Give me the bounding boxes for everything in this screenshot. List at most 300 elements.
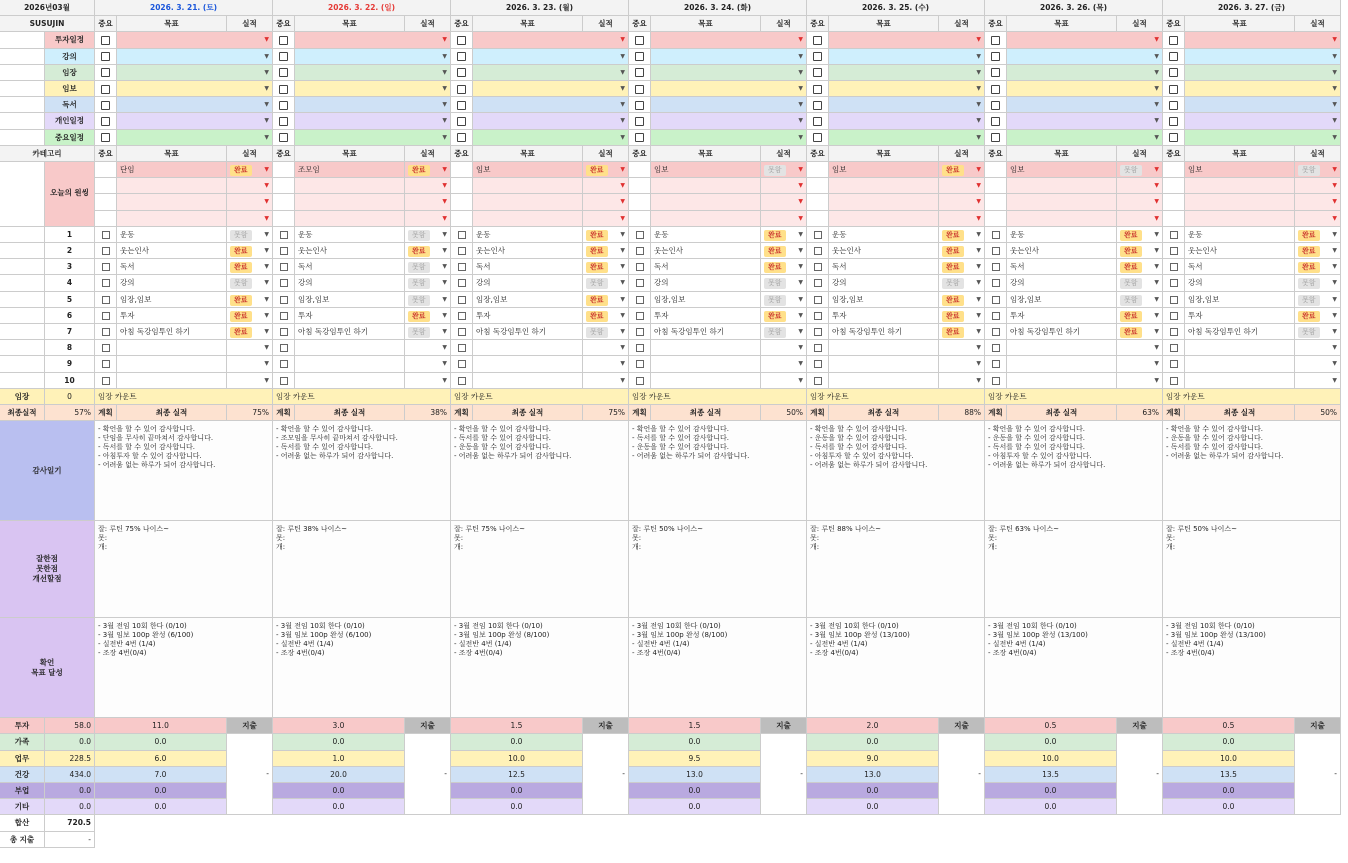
importance-checkbox[interactable] bbox=[813, 68, 822, 77]
dropdown-arrow-icon[interactable]: ▼ bbox=[1154, 36, 1159, 44]
category-goal-cell[interactable] bbox=[1007, 49, 1163, 65]
importance-checkbox[interactable] bbox=[1170, 263, 1178, 271]
wish-result-cell[interactable] bbox=[761, 178, 807, 194]
routine-check-cell[interactable] bbox=[451, 275, 473, 291]
dropdown-arrow-icon[interactable]: ▼ bbox=[798, 360, 803, 368]
dropdown-arrow-icon[interactable]: ▼ bbox=[442, 68, 447, 76]
wish-goal-cell[interactable] bbox=[473, 178, 583, 194]
category-check-cell[interactable] bbox=[451, 97, 473, 113]
dropdown-arrow-icon[interactable]: ▼ bbox=[442, 133, 447, 141]
routine-result-cell[interactable] bbox=[1117, 227, 1163, 243]
wish-result-cell[interactable] bbox=[227, 211, 273, 227]
importance-checkbox[interactable] bbox=[1169, 68, 1178, 77]
routine-goal-cell[interactable] bbox=[117, 373, 227, 389]
dropdown-arrow-icon[interactable]: ▼ bbox=[798, 36, 803, 44]
importance-checkbox[interactable] bbox=[458, 231, 466, 239]
wish-result-cell[interactable] bbox=[1295, 178, 1341, 194]
dropdown-arrow-icon[interactable]: ▼ bbox=[620, 360, 625, 368]
dropdown-arrow-icon[interactable]: ▼ bbox=[264, 52, 269, 60]
dropdown-arrow-icon[interactable]: ▼ bbox=[976, 36, 981, 44]
importance-checkbox[interactable] bbox=[991, 36, 1000, 45]
wish-result-cell[interactable] bbox=[761, 194, 807, 210]
importance-checkbox[interactable] bbox=[992, 279, 1000, 287]
importance-checkbox[interactable] bbox=[279, 133, 288, 142]
wish-goal-cell[interactable]: 임보 bbox=[651, 162, 761, 178]
routine-goal-cell[interactable]: 아침 독강임투인 하기 bbox=[1007, 324, 1117, 340]
importance-checkbox[interactable] bbox=[102, 377, 110, 385]
routine-check-cell[interactable] bbox=[1163, 373, 1185, 389]
dropdown-arrow-icon[interactable]: ▼ bbox=[442, 247, 447, 254]
importance-checkbox[interactable] bbox=[457, 101, 466, 110]
dropdown-arrow-icon[interactable]: ▼ bbox=[442, 85, 447, 92]
dropdown-arrow-icon[interactable]: ▼ bbox=[620, 230, 625, 238]
dropdown-arrow-icon[interactable]: ▼ bbox=[1154, 52, 1159, 60]
category-check-cell[interactable] bbox=[807, 130, 829, 146]
routine-goal-cell[interactable]: 웃는인사 bbox=[1007, 243, 1117, 259]
category-goal-cell[interactable] bbox=[829, 97, 985, 113]
wish-goal-cell[interactable] bbox=[829, 178, 939, 194]
routine-check-cell[interactable] bbox=[985, 340, 1007, 356]
importance-checkbox[interactable] bbox=[102, 344, 110, 352]
category-check-cell[interactable] bbox=[629, 49, 651, 65]
dropdown-arrow-icon[interactable]: ▼ bbox=[1154, 344, 1159, 352]
category-check-cell[interactable] bbox=[985, 65, 1007, 81]
routine-result-cell[interactable] bbox=[405, 340, 451, 356]
routine-result-cell[interactable] bbox=[761, 308, 807, 324]
wish-goal-cell[interactable] bbox=[1185, 211, 1295, 227]
category-check-cell[interactable] bbox=[95, 81, 117, 97]
wish-result-cell[interactable] bbox=[583, 194, 629, 210]
wish-importance-cell[interactable] bbox=[1163, 162, 1185, 178]
wish-result-cell[interactable] bbox=[405, 211, 451, 227]
routine-check-cell[interactable] bbox=[807, 259, 829, 275]
importance-checkbox[interactable] bbox=[280, 247, 288, 255]
note-cell[interactable] bbox=[807, 521, 985, 618]
dropdown-arrow-icon[interactable]: ▼ bbox=[442, 344, 447, 352]
importance-checkbox[interactable] bbox=[813, 133, 822, 142]
importance-checkbox[interactable] bbox=[280, 279, 288, 287]
dropdown-arrow-icon[interactable]: ▼ bbox=[798, 52, 803, 60]
dropdown-arrow-icon[interactable]: ▼ bbox=[1332, 68, 1337, 76]
dropdown-arrow-icon[interactable]: ▼ bbox=[1154, 166, 1159, 173]
routine-goal-cell[interactable]: 투자 bbox=[1007, 308, 1117, 324]
importance-checkbox[interactable] bbox=[102, 312, 110, 320]
note-cell[interactable] bbox=[451, 521, 629, 618]
importance-checkbox[interactable] bbox=[280, 263, 288, 271]
importance-checkbox[interactable] bbox=[458, 247, 466, 255]
dropdown-arrow-icon[interactable]: ▼ bbox=[442, 101, 447, 109]
wish-goal-cell[interactable]: 조모임 bbox=[295, 162, 405, 178]
dropdown-arrow-icon[interactable]: ▼ bbox=[1332, 263, 1337, 271]
routine-check-cell[interactable] bbox=[629, 340, 651, 356]
importance-checkbox[interactable] bbox=[635, 133, 644, 142]
importance-checkbox[interactable] bbox=[1170, 328, 1178, 336]
note-cell[interactable] bbox=[95, 421, 273, 521]
routine-goal-cell[interactable]: 운동 bbox=[473, 227, 583, 243]
category-check-cell[interactable] bbox=[629, 81, 651, 97]
wish-goal-cell[interactable] bbox=[295, 194, 405, 210]
wish-importance-cell[interactable] bbox=[451, 211, 473, 227]
dropdown-arrow-icon[interactable]: ▼ bbox=[442, 52, 447, 60]
importance-checkbox[interactable] bbox=[1169, 133, 1178, 142]
importance-checkbox[interactable] bbox=[1170, 377, 1178, 385]
importance-checkbox[interactable] bbox=[813, 85, 822, 94]
category-check-cell[interactable] bbox=[451, 81, 473, 97]
dropdown-arrow-icon[interactable]: ▼ bbox=[264, 295, 269, 303]
dropdown-arrow-icon[interactable]: ▼ bbox=[976, 166, 981, 173]
routine-goal-cell[interactable] bbox=[117, 356, 227, 372]
dropdown-arrow-icon[interactable]: ▼ bbox=[264, 263, 269, 271]
importance-checkbox[interactable] bbox=[279, 36, 288, 45]
category-goal-cell[interactable] bbox=[473, 130, 629, 146]
importance-checkbox[interactable] bbox=[1170, 344, 1178, 352]
dropdown-arrow-icon[interactable]: ▼ bbox=[442, 376, 447, 384]
category-check-cell[interactable] bbox=[807, 65, 829, 81]
dropdown-arrow-icon[interactable]: ▼ bbox=[264, 376, 269, 384]
category-goal-cell[interactable] bbox=[1007, 32, 1163, 48]
routine-result-cell[interactable] bbox=[1295, 259, 1341, 275]
category-goal-cell[interactable] bbox=[473, 49, 629, 65]
routine-goal-cell[interactable] bbox=[651, 373, 761, 389]
dropdown-arrow-icon[interactable]: ▼ bbox=[264, 344, 269, 352]
routine-goal-cell[interactable]: 강의 bbox=[1185, 275, 1295, 291]
importance-checkbox[interactable] bbox=[636, 328, 644, 336]
category-check-cell[interactable] bbox=[807, 32, 829, 48]
importance-checkbox[interactable] bbox=[814, 328, 822, 336]
category-check-cell[interactable] bbox=[95, 32, 117, 48]
dropdown-arrow-icon[interactable]: ▼ bbox=[798, 344, 803, 352]
routine-result-cell[interactable] bbox=[405, 324, 451, 340]
importance-checkbox[interactable] bbox=[102, 231, 110, 239]
category-goal-cell[interactable] bbox=[295, 81, 451, 97]
routine-goal-cell[interactable]: 웃는인사 bbox=[117, 243, 227, 259]
wish-result-cell[interactable] bbox=[761, 211, 807, 227]
dropdown-arrow-icon[interactable]: ▼ bbox=[620, 52, 625, 60]
wish-result-cell[interactable] bbox=[405, 162, 451, 178]
dropdown-arrow-icon[interactable]: ▼ bbox=[1154, 198, 1159, 206]
wish-result-cell[interactable] bbox=[1295, 162, 1341, 178]
routine-goal-cell[interactable] bbox=[1007, 373, 1117, 389]
routine-check-cell[interactable] bbox=[95, 292, 117, 308]
category-goal-cell[interactable] bbox=[1185, 97, 1341, 113]
routine-result-cell[interactable] bbox=[405, 373, 451, 389]
dropdown-arrow-icon[interactable]: ▼ bbox=[620, 344, 625, 352]
routine-check-cell[interactable] bbox=[985, 308, 1007, 324]
routine-goal-cell[interactable]: 투자 bbox=[1185, 308, 1295, 324]
routine-result-cell[interactable] bbox=[761, 356, 807, 372]
wish-importance-cell[interactable] bbox=[985, 194, 1007, 210]
routine-check-cell[interactable] bbox=[95, 227, 117, 243]
dropdown-arrow-icon[interactable]: ▼ bbox=[442, 279, 447, 287]
importance-checkbox[interactable] bbox=[1170, 360, 1178, 368]
wish-result-cell[interactable] bbox=[939, 162, 985, 178]
wish-result-cell[interactable] bbox=[227, 162, 273, 178]
category-check-cell[interactable] bbox=[985, 32, 1007, 48]
wish-result-cell[interactable] bbox=[939, 178, 985, 194]
routine-goal-cell[interactable]: 독서 bbox=[117, 259, 227, 275]
dropdown-arrow-icon[interactable]: ▼ bbox=[1332, 279, 1337, 287]
note-cell[interactable] bbox=[1163, 618, 1341, 718]
routine-result-cell[interactable] bbox=[761, 275, 807, 291]
wish-result-cell[interactable] bbox=[1295, 211, 1341, 227]
importance-checkbox[interactable] bbox=[280, 296, 288, 304]
routine-goal-cell[interactable]: 임장,임보 bbox=[1007, 292, 1117, 308]
dropdown-arrow-icon[interactable]: ▼ bbox=[620, 295, 625, 303]
routine-check-cell[interactable] bbox=[629, 259, 651, 275]
wish-goal-cell[interactable] bbox=[117, 211, 227, 227]
category-check-cell[interactable] bbox=[451, 130, 473, 146]
category-goal-cell[interactable] bbox=[117, 65, 273, 81]
dropdown-arrow-icon[interactable]: ▼ bbox=[1154, 230, 1159, 238]
importance-checkbox[interactable] bbox=[280, 377, 288, 385]
routine-result-cell[interactable] bbox=[405, 243, 451, 259]
dropdown-arrow-icon[interactable]: ▼ bbox=[620, 133, 625, 141]
category-goal-cell[interactable] bbox=[651, 49, 807, 65]
importance-checkbox[interactable] bbox=[101, 133, 110, 142]
note-cell[interactable] bbox=[1163, 421, 1341, 521]
dropdown-arrow-icon[interactable]: ▼ bbox=[1154, 182, 1159, 190]
wish-goal-cell[interactable] bbox=[295, 211, 405, 227]
wish-goal-cell[interactable] bbox=[651, 211, 761, 227]
wish-importance-cell[interactable] bbox=[95, 211, 117, 227]
category-check-cell[interactable] bbox=[273, 97, 295, 113]
dropdown-arrow-icon[interactable]: ▼ bbox=[1332, 376, 1337, 384]
importance-checkbox[interactable] bbox=[992, 328, 1000, 336]
dropdown-arrow-icon[interactable]: ▼ bbox=[264, 360, 269, 368]
category-check-cell[interactable] bbox=[985, 97, 1007, 113]
routine-check-cell[interactable] bbox=[273, 259, 295, 275]
routine-result-cell[interactable] bbox=[1295, 243, 1341, 259]
routine-goal-cell[interactable]: 웃는인사 bbox=[295, 243, 405, 259]
routine-result-cell[interactable] bbox=[227, 259, 273, 275]
importance-checkbox[interactable] bbox=[991, 117, 1000, 126]
routine-result-cell[interactable] bbox=[1117, 340, 1163, 356]
category-goal-cell[interactable] bbox=[1185, 32, 1341, 48]
dropdown-arrow-icon[interactable]: ▼ bbox=[442, 360, 447, 368]
dropdown-arrow-icon[interactable]: ▼ bbox=[620, 198, 625, 206]
category-check-cell[interactable] bbox=[629, 65, 651, 81]
dropdown-arrow-icon[interactable]: ▼ bbox=[620, 376, 625, 384]
dropdown-arrow-icon[interactable]: ▼ bbox=[976, 85, 981, 92]
wish-goal-cell[interactable] bbox=[1007, 194, 1117, 210]
dropdown-arrow-icon[interactable]: ▼ bbox=[264, 68, 269, 76]
routine-goal-cell[interactable]: 아침 독강임투인 하기 bbox=[1185, 324, 1295, 340]
dropdown-arrow-icon[interactable]: ▼ bbox=[264, 85, 269, 92]
dropdown-arrow-icon[interactable]: ▼ bbox=[976, 133, 981, 141]
dropdown-arrow-icon[interactable]: ▼ bbox=[976, 295, 981, 303]
routine-check-cell[interactable] bbox=[451, 324, 473, 340]
routine-goal-cell[interactable]: 독서 bbox=[651, 259, 761, 275]
routine-goal-cell[interactable] bbox=[1007, 340, 1117, 356]
importance-checkbox[interactable] bbox=[101, 117, 110, 126]
routine-check-cell[interactable] bbox=[807, 340, 829, 356]
routine-check-cell[interactable] bbox=[985, 227, 1007, 243]
wish-importance-cell[interactable] bbox=[807, 162, 829, 178]
category-check-cell[interactable] bbox=[273, 130, 295, 146]
category-check-cell[interactable] bbox=[451, 113, 473, 129]
dropdown-arrow-icon[interactable]: ▼ bbox=[264, 166, 269, 173]
category-check-cell[interactable] bbox=[273, 32, 295, 48]
wish-goal-cell[interactable] bbox=[1007, 211, 1117, 227]
routine-check-cell[interactable] bbox=[451, 243, 473, 259]
routine-result-cell[interactable] bbox=[939, 275, 985, 291]
dropdown-arrow-icon[interactable]: ▼ bbox=[976, 360, 981, 368]
wish-goal-cell[interactable]: 임보 bbox=[1185, 162, 1295, 178]
importance-checkbox[interactable] bbox=[814, 231, 822, 239]
routine-goal-cell[interactable]: 운동 bbox=[117, 227, 227, 243]
dropdown-arrow-icon[interactable]: ▼ bbox=[976, 247, 981, 254]
importance-checkbox[interactable] bbox=[992, 231, 1000, 239]
category-check-cell[interactable] bbox=[629, 113, 651, 129]
note-cell[interactable] bbox=[985, 618, 1163, 718]
routine-goal-cell[interactable]: 아침 독강임투인 하기 bbox=[829, 324, 939, 340]
routine-check-cell[interactable] bbox=[273, 340, 295, 356]
routine-check-cell[interactable] bbox=[95, 259, 117, 275]
routine-check-cell[interactable] bbox=[985, 259, 1007, 275]
dropdown-arrow-icon[interactable]: ▼ bbox=[1332, 36, 1337, 44]
dropdown-arrow-icon[interactable]: ▼ bbox=[620, 85, 625, 92]
dropdown-arrow-icon[interactable]: ▼ bbox=[1332, 328, 1337, 335]
dropdown-arrow-icon[interactable]: ▼ bbox=[264, 182, 269, 190]
note-cell[interactable] bbox=[273, 618, 451, 718]
routine-check-cell[interactable] bbox=[95, 324, 117, 340]
routine-result-cell[interactable] bbox=[761, 227, 807, 243]
routine-goal-cell[interactable]: 강의 bbox=[295, 275, 405, 291]
dropdown-arrow-icon[interactable]: ▼ bbox=[620, 166, 625, 173]
category-goal-cell[interactable] bbox=[829, 113, 985, 129]
wish-importance-cell[interactable] bbox=[1163, 178, 1185, 194]
category-check-cell[interactable] bbox=[807, 97, 829, 113]
category-check-cell[interactable] bbox=[1163, 113, 1185, 129]
routine-goal-cell[interactable]: 투자 bbox=[829, 308, 939, 324]
dropdown-arrow-icon[interactable]: ▼ bbox=[264, 133, 269, 141]
routine-goal-cell[interactable]: 독서 bbox=[1185, 259, 1295, 275]
category-goal-cell[interactable] bbox=[1185, 81, 1341, 97]
wish-importance-cell[interactable] bbox=[273, 194, 295, 210]
importance-checkbox[interactable] bbox=[457, 117, 466, 126]
category-goal-cell[interactable] bbox=[651, 65, 807, 81]
routine-result-cell[interactable] bbox=[939, 243, 985, 259]
category-goal-cell[interactable] bbox=[295, 32, 451, 48]
routine-check-cell[interactable] bbox=[95, 308, 117, 324]
dropdown-arrow-icon[interactable]: ▼ bbox=[1332, 214, 1337, 222]
routine-result-cell[interactable] bbox=[583, 292, 629, 308]
routine-check-cell[interactable] bbox=[273, 308, 295, 324]
dropdown-arrow-icon[interactable]: ▼ bbox=[1154, 117, 1159, 125]
importance-checkbox[interactable] bbox=[992, 344, 1000, 352]
routine-check-cell[interactable] bbox=[985, 356, 1007, 372]
importance-checkbox[interactable] bbox=[457, 36, 466, 45]
importance-checkbox[interactable] bbox=[814, 263, 822, 271]
category-check-cell[interactable] bbox=[1163, 65, 1185, 81]
routine-goal-cell[interactable]: 독서 bbox=[1007, 259, 1117, 275]
importance-checkbox[interactable] bbox=[636, 231, 644, 239]
wish-result-cell[interactable] bbox=[1117, 211, 1163, 227]
routine-result-cell[interactable] bbox=[939, 259, 985, 275]
importance-checkbox[interactable] bbox=[1169, 101, 1178, 110]
routine-goal-cell[interactable]: 임장,임보 bbox=[1185, 292, 1295, 308]
wish-goal-cell[interactable]: 임보 bbox=[473, 162, 583, 178]
routine-check-cell[interactable] bbox=[451, 227, 473, 243]
dropdown-arrow-icon[interactable]: ▼ bbox=[1332, 247, 1337, 254]
routine-check-cell[interactable] bbox=[273, 356, 295, 372]
routine-check-cell[interactable] bbox=[985, 243, 1007, 259]
importance-checkbox[interactable] bbox=[636, 360, 644, 368]
wish-goal-cell[interactable] bbox=[473, 194, 583, 210]
importance-checkbox[interactable] bbox=[101, 36, 110, 45]
category-check-cell[interactable] bbox=[1163, 49, 1185, 65]
routine-goal-cell[interactable]: 임장,임보 bbox=[295, 292, 405, 308]
routine-goal-cell[interactable]: 투자 bbox=[295, 308, 405, 324]
wish-result-cell[interactable] bbox=[761, 162, 807, 178]
routine-check-cell[interactable] bbox=[807, 275, 829, 291]
category-check-cell[interactable] bbox=[985, 81, 1007, 97]
dropdown-arrow-icon[interactable]: ▼ bbox=[264, 328, 269, 335]
category-check-cell[interactable] bbox=[1163, 32, 1185, 48]
dropdown-arrow-icon[interactable]: ▼ bbox=[976, 376, 981, 384]
wish-result-cell[interactable] bbox=[227, 194, 273, 210]
dropdown-arrow-icon[interactable]: ▼ bbox=[1154, 85, 1159, 92]
category-check-cell[interactable] bbox=[807, 49, 829, 65]
routine-goal-cell[interactable]: 임장,임보 bbox=[651, 292, 761, 308]
routine-check-cell[interactable] bbox=[1163, 308, 1185, 324]
routine-check-cell[interactable] bbox=[629, 356, 651, 372]
importance-checkbox[interactable] bbox=[635, 101, 644, 110]
dropdown-arrow-icon[interactable]: ▼ bbox=[442, 166, 447, 173]
dropdown-arrow-icon[interactable]: ▼ bbox=[442, 36, 447, 44]
note-cell[interactable] bbox=[985, 521, 1163, 618]
importance-checkbox[interactable] bbox=[635, 85, 644, 94]
dropdown-arrow-icon[interactable]: ▼ bbox=[264, 279, 269, 287]
category-check-cell[interactable] bbox=[451, 65, 473, 81]
importance-checkbox[interactable] bbox=[635, 117, 644, 126]
wish-importance-cell[interactable] bbox=[629, 194, 651, 210]
note-cell[interactable] bbox=[273, 421, 451, 521]
dropdown-arrow-icon[interactable]: ▼ bbox=[1332, 117, 1337, 125]
dropdown-arrow-icon[interactable]: ▼ bbox=[798, 328, 803, 335]
wish-goal-cell[interactable] bbox=[473, 211, 583, 227]
routine-check-cell[interactable] bbox=[451, 340, 473, 356]
wish-result-cell[interactable] bbox=[939, 211, 985, 227]
wish-importance-cell[interactable] bbox=[95, 194, 117, 210]
routine-goal-cell[interactable]: 아침 독강임투인 하기 bbox=[295, 324, 405, 340]
dropdown-arrow-icon[interactable]: ▼ bbox=[620, 117, 625, 125]
importance-checkbox[interactable] bbox=[1169, 52, 1178, 61]
dropdown-arrow-icon[interactable]: ▼ bbox=[442, 117, 447, 125]
dropdown-arrow-icon[interactable]: ▼ bbox=[264, 230, 269, 238]
category-goal-cell[interactable] bbox=[829, 65, 985, 81]
dropdown-arrow-icon[interactable]: ▼ bbox=[976, 101, 981, 109]
dropdown-arrow-icon[interactable]: ▼ bbox=[442, 198, 447, 206]
routine-result-cell[interactable] bbox=[1117, 308, 1163, 324]
dropdown-arrow-icon[interactable]: ▼ bbox=[1154, 247, 1159, 254]
importance-checkbox[interactable] bbox=[1170, 247, 1178, 255]
routine-result-cell[interactable] bbox=[761, 259, 807, 275]
importance-checkbox[interactable] bbox=[458, 377, 466, 385]
importance-checkbox[interactable] bbox=[1169, 36, 1178, 45]
routine-check-cell[interactable] bbox=[1163, 259, 1185, 275]
category-check-cell[interactable] bbox=[629, 32, 651, 48]
dropdown-arrow-icon[interactable]: ▼ bbox=[1154, 328, 1159, 335]
routine-goal-cell[interactable]: 운동 bbox=[295, 227, 405, 243]
routine-check-cell[interactable] bbox=[1163, 356, 1185, 372]
routine-result-cell[interactable] bbox=[227, 324, 273, 340]
routine-check-cell[interactable] bbox=[1163, 275, 1185, 291]
category-check-cell[interactable] bbox=[985, 49, 1007, 65]
importance-checkbox[interactable] bbox=[636, 247, 644, 255]
category-goal-cell[interactable] bbox=[117, 113, 273, 129]
routine-goal-cell[interactable]: 운동 bbox=[829, 227, 939, 243]
